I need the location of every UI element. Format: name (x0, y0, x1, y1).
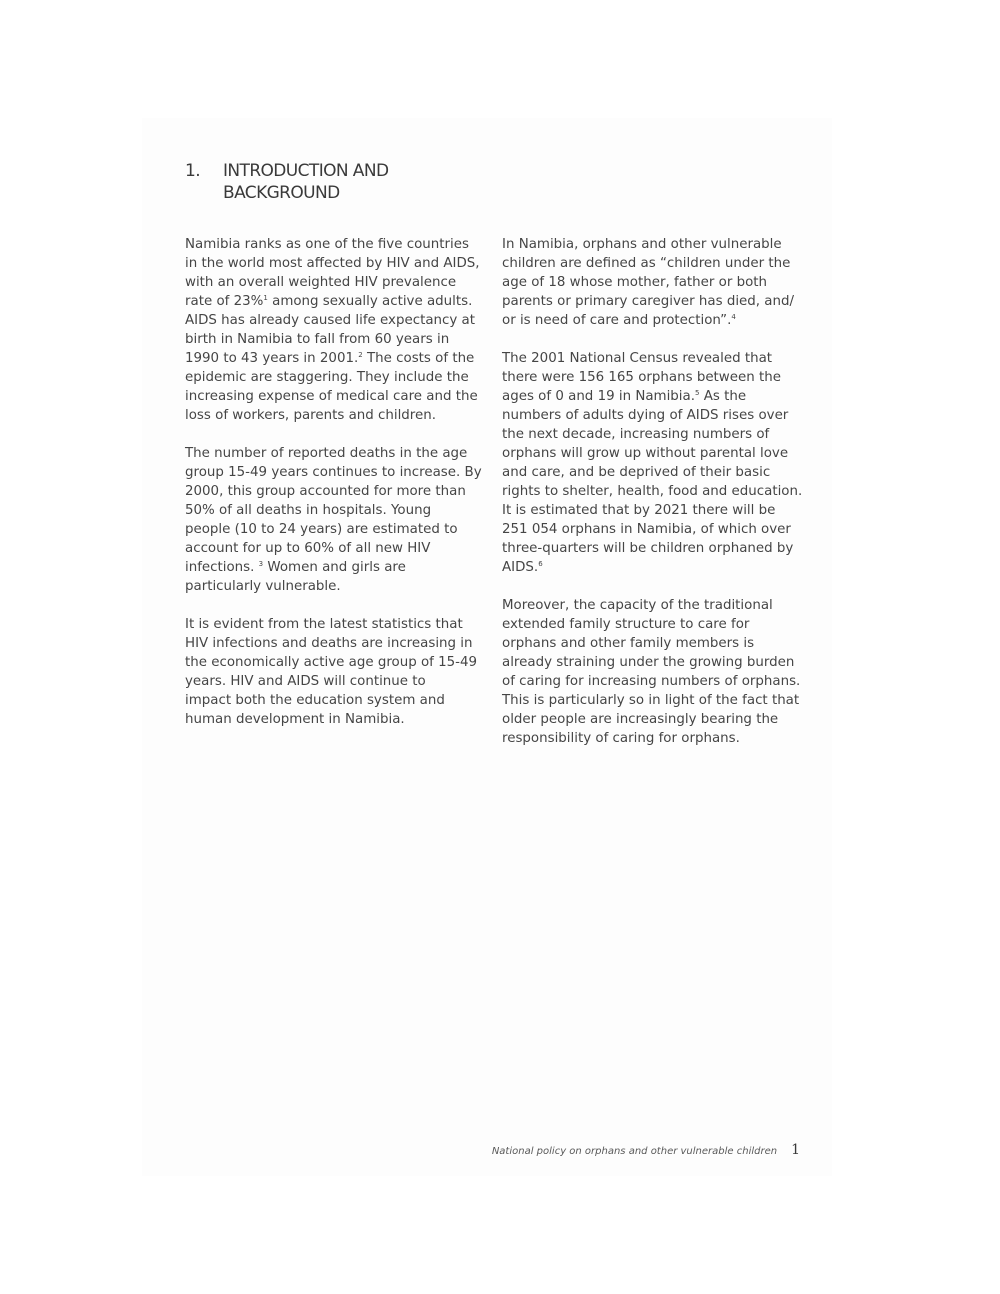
footnote-ref-4: 4 (731, 313, 736, 321)
section-title-line1: INTRODUCTION AND (223, 161, 389, 181)
right-p2-text-b: As the numbers of adults dying of AIDS rises over the next decade, increasing numbers of orphans will grow up without parental love and care, and be deprived of their basic rights to shelter, health, food and education. It is estimated that by 2021 there will be 251 054 orphans in Namibia, of which over three-quarters will be children orphaned by AIDS. (502, 389, 803, 575)
left-p1-text-b: among sexually active adults. AIDS has already caused life expectancy at birth in Namibia to fall from 60 years in 1990 to 43 years in 2001. (185, 294, 476, 366)
right-p2-text-a: The 2001 National Census revealed that there were 156 165 orphans between the ages of 0 and 19 in Namibia. (502, 351, 781, 404)
page-number: 1 (791, 1142, 800, 1158)
left-paragraph-1 (185, 235, 489, 425)
left-p2-text-b: Women and girls are particularly vulnerable. (185, 560, 406, 594)
right-paragraph-1 (502, 235, 806, 330)
left-p1-text-a: Namibia ranks as one of the five countries in the world most affected by HIV and AIDS, with an overall weighted HIV prevalence rate of 23% (185, 237, 480, 309)
section-title-line2: BACKGROUND (223, 183, 340, 203)
right-column (502, 235, 806, 767)
right-p1-text-a: In Namibia, orphans and other vulnerable children are defined as “children under the age of 18 whose mother, father or both parents or primary caregiver has died, and/ or is need of care and protection”. (502, 237, 795, 328)
left-column (185, 235, 489, 748)
left-paragraph-2 (185, 444, 489, 596)
footnote-ref-2: 2 (358, 351, 363, 359)
section-number: 1. (185, 161, 201, 181)
section-heading (185, 160, 605, 204)
right-paragraph-2 (502, 349, 806, 577)
footnote-ref-6: 6 (538, 560, 543, 568)
page-footer (400, 1141, 800, 1161)
left-p1-text-c: The costs of the epidemic are staggering. They include the increasing expense of medical care and the loss of workers, parents and children. (185, 351, 478, 423)
footer-title: National policy on orphans and other vulnerable children (491, 1146, 778, 1157)
footnote-ref-1: 1 (263, 294, 268, 302)
footnote-ref-5: 5 (695, 389, 700, 397)
footnote-ref-3: 3 (258, 560, 264, 568)
left-p2-text-a: The number of reported deaths in the age group 15-49 years continues to increase. By 2000, this group accounted for more than 50% of all deaths in hospitals. Young people (10 to 24 years) are estimated to account for up to 60% of all new HIV infections. (185, 446, 482, 575)
left-paragraph-3: It is evident from the latest statistics that HIV infections and deaths are increasing in the economically active age group of 15-49 years. HIV and AIDS will continue to impact both the education system and human development in Namibia. (185, 617, 478, 727)
right-paragraph-3: Moreover, the capacity of the traditional extended family structure to care for orphans and other family members is already straining under the growing burden of caring for increasing numbers of orphans. This is particularly so in light of the fact that older people are increasingly bearing the responsibility of caring for orphans. (502, 598, 801, 746)
